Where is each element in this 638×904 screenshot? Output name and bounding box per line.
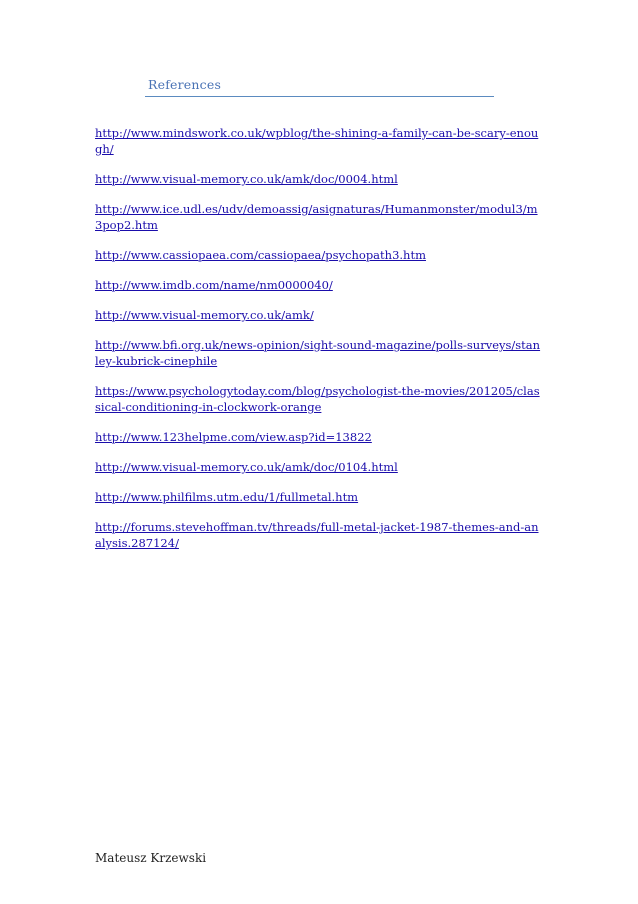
reference-item [95, 459, 543, 475]
reference-item [95, 171, 543, 187]
reference-item [95, 519, 543, 551]
reference-item [95, 277, 543, 293]
reference-link[interactable]: http://www.imdb.com/name/nm0000040/ [95, 278, 333, 292]
reference-link[interactable]: http://www.visual-memory.co.uk/amk/doc/0004.html [95, 172, 398, 186]
reference-item [95, 201, 543, 233]
reference-link[interactable]: http://www.philfilms.utm.edu/1/fullmetal.htm [95, 490, 359, 504]
reference-list [95, 125, 543, 565]
reference-item [95, 429, 543, 445]
page-footer-author: Mateusz Krzewski [95, 851, 207, 865]
reference-item [95, 489, 543, 505]
reference-link[interactable]: http://www.visual-memory.co.uk/amk/doc/0104.html [95, 460, 398, 474]
reference-link[interactable]: https://www.psychologytoday.com/blog/psychologist-the-movies/201205/classical-conditioning-in-clockwork-orange [95, 384, 540, 414]
reference-link[interactable]: http://www.visual-memory.co.uk/amk/ [95, 308, 314, 322]
header-title: References [148, 77, 222, 92]
page-header [145, 76, 494, 97]
reference-item [95, 307, 543, 323]
reference-item [95, 383, 543, 415]
reference-link[interactable]: http://www.123helpme.com/view.asp?id=13822 [95, 430, 372, 444]
reference-link[interactable]: http://www.mindswork.co.uk/wpblog/the-shining-a-family-can-be-scary-enough/ [95, 126, 539, 156]
reference-link[interactable]: http://www.cassiopaea.com/cassiopaea/psychopath3.htm [95, 248, 426, 262]
reference-link[interactable]: http://www.ice.udl.es/udv/demoassig/asignaturas/Humanmonster/modul3/m3pop2.htm [95, 202, 538, 232]
reference-item [95, 125, 543, 157]
reference-item [95, 247, 543, 263]
reference-link[interactable]: http://forums.stevehoffman.tv/threads/full-metal-jacket-1987-themes-and-analysis.287124/ [95, 520, 539, 550]
reference-link[interactable]: http://www.bfi.org.uk/news-opinion/sight-sound-magazine/polls-surveys/stanley-kubrick-cinephile [95, 338, 541, 368]
reference-item [95, 337, 543, 369]
